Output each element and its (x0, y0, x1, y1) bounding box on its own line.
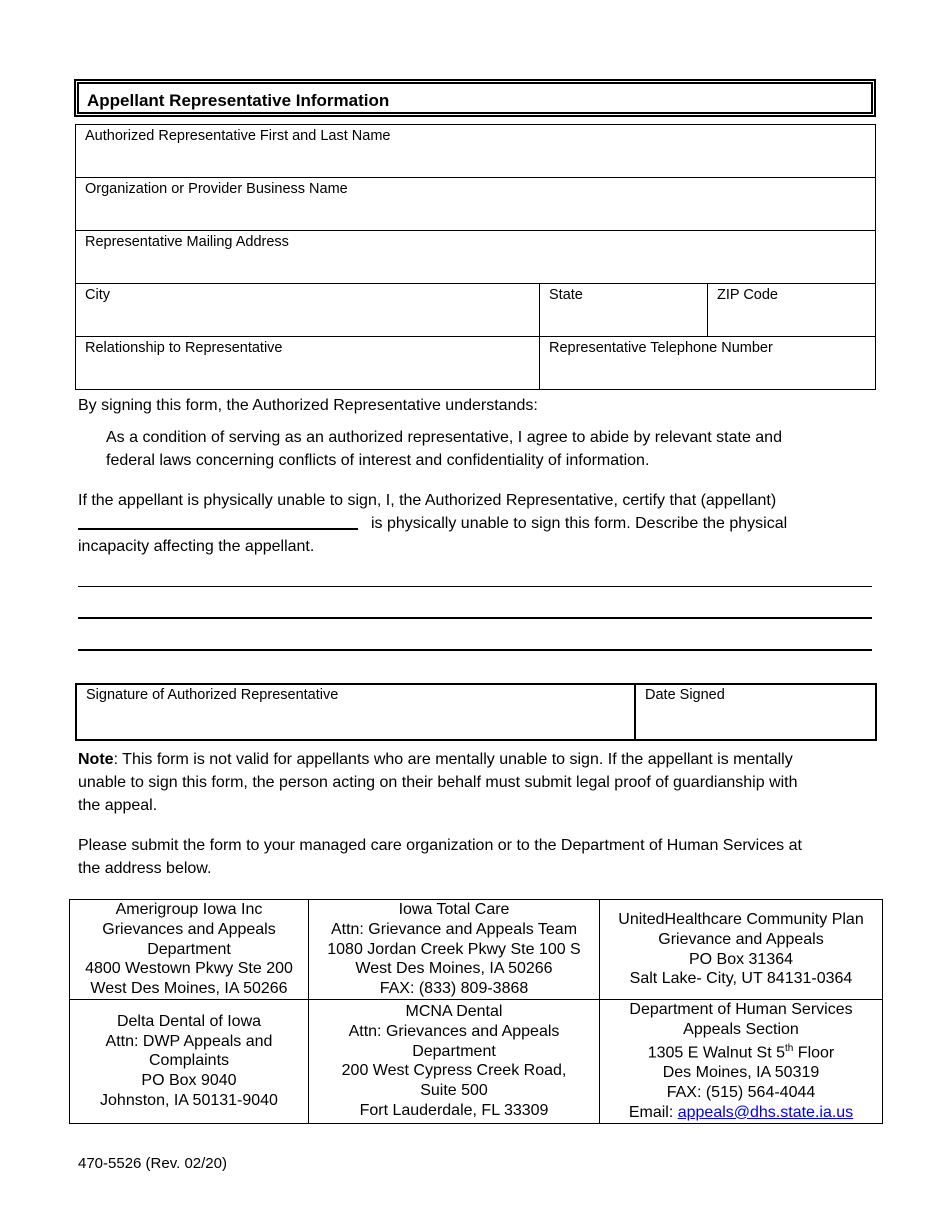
address-line: Suite 500 (420, 1081, 488, 1099)
state-field[interactable] (540, 284, 708, 337)
zip-field[interactable] (708, 284, 876, 337)
description-line-3[interactable] (78, 649, 872, 651)
address-line: Johnston, IA 50131-9040 (100, 1091, 278, 1109)
address-delta-dental (70, 1000, 309, 1124)
condition-line-1: As a condition of serving as an authorized representative, I agree to abide by relevant state and (106, 429, 782, 446)
address-line: Attn: DWP Appeals and (105, 1032, 273, 1050)
address-line: FAX: (833) 809-3868 (379, 980, 529, 998)
address-iowa-total-care (309, 900, 600, 1000)
signature-field[interactable] (76, 684, 635, 740)
submit-line-1: Please submit the form to your managed care organization or to the Department of Human Services at (78, 837, 802, 854)
address-line: PO Box 31364 (688, 950, 794, 968)
city-field[interactable] (76, 284, 540, 337)
condition-line-2: federal laws concerning conflicts of interest and confidentiality of information. (106, 452, 650, 469)
certify-line-1: If the appellant is physically unable to sign, I, the Authorized Representative, certify that (appellant) (78, 492, 777, 509)
state-label: State (549, 287, 583, 303)
address-line: Iowa Total Care (398, 901, 510, 919)
mailing-address-label: Representative Mailing Address (85, 234, 289, 250)
address-street: 1305 E Walnut St 5 (647, 1044, 785, 1062)
address-line (602, 1039, 880, 1063)
certify-line-3: incapacity affecting the appellant. (78, 538, 315, 555)
relationship-label: Relationship to Representative (85, 340, 283, 356)
address-amerigroup (70, 900, 309, 1000)
note-label: Note (78, 751, 114, 768)
address-line: MCNA Dental (405, 1003, 503, 1021)
address-line: Department (412, 1042, 496, 1060)
submit-line-2: the address below. (78, 860, 212, 877)
address-line: 200 West Cypress Creek Road, (341, 1062, 567, 1080)
note-line-1: : This form is not valid for appellants who are mentally unable to sign. If the appellant is mentally (113, 751, 793, 768)
note-line-2: unable to sign this form, the person acting on their behalf must submit legal proof of guardianship with (78, 774, 798, 791)
telephone-label: Representative Telephone Number (549, 340, 773, 356)
city-label: City (85, 287, 110, 303)
section-title: Appellant Representative Information (87, 91, 390, 110)
description-line-2[interactable] (78, 617, 872, 619)
address-line: Department (147, 940, 231, 958)
address-line: Department of Human Services (629, 1001, 853, 1018)
understands-intro: By signing this form, the Authorized Representative understands: (78, 397, 538, 414)
address-line (602, 1103, 880, 1123)
signature-label: Signature of Authorized Representative (86, 687, 339, 703)
telephone-field[interactable] (540, 337, 876, 390)
appellant-name-blank[interactable] (78, 528, 358, 530)
address-line: Attn: Grievance and Appeals Team (330, 920, 578, 938)
address-line: Appeals Section (683, 1020, 799, 1038)
address-line: Fort Lauderdale, FL 33309 (359, 1101, 549, 1119)
address-line: FAX: (515) 564-4044 (666, 1084, 816, 1102)
submit-paragraph (78, 834, 878, 880)
address-line: Grievance and Appeals (658, 930, 824, 948)
address-table (69, 899, 883, 1124)
certify-line-2: is physically unable to sign this form. Describe the physical (371, 515, 788, 532)
org-name-field[interactable] (76, 178, 876, 231)
address-line: Attn: Grievances and Appeals (348, 1022, 560, 1040)
form-number: 470-5526 (Rev. 02/20) (78, 1155, 227, 1172)
address-floor: Floor (793, 1044, 835, 1062)
rep-name-field[interactable] (76, 125, 876, 178)
address-line: Amerigroup Iowa Inc (115, 901, 263, 919)
note-line-3: the appeal. (78, 797, 158, 814)
signature-table (75, 683, 877, 741)
rep-name-label: Authorized Representative First and Last Name (85, 128, 391, 144)
address-line: Grievances and Appeals (102, 920, 276, 938)
address-dhs (600, 1000, 883, 1124)
description-line-1[interactable] (78, 586, 872, 587)
address-line: Complaints (148, 1052, 230, 1070)
date-signed-field[interactable] (635, 684, 876, 740)
org-name-label: Organization or Provider Business Name (85, 181, 348, 197)
address-line: Delta Dental of Iowa (116, 1013, 262, 1031)
address-line: 1080 Jordan Creek Pkwy Ste 100 S (327, 940, 581, 958)
address-line: West Des Moines, IA 50266 (355, 960, 553, 978)
date-signed-label: Date Signed (645, 687, 725, 703)
note-paragraph (78, 748, 878, 817)
address-line: Des Moines, IA 50319 (662, 1064, 820, 1082)
condition-paragraph (106, 426, 782, 472)
email-link[interactable]: appeals@dhs.state.ia.us (677, 1103, 854, 1121)
address-mcna-dental (309, 1000, 600, 1124)
zip-label: ZIP Code (717, 287, 778, 303)
relationship-field[interactable] (76, 337, 540, 390)
address-line: UnitedHealthcare Community Plan (618, 911, 864, 929)
email-label: Email: (628, 1103, 678, 1121)
address-line: PO Box 9040 (141, 1072, 237, 1090)
representative-info-table (75, 124, 876, 390)
address-line: West Des Moines, IA 50266 (90, 980, 288, 998)
address-line: 4800 Westown Pkwy Ste 200 (85, 960, 293, 978)
address-unitedhealthcare (600, 900, 883, 1000)
address-line: Salt Lake- City, UT 84131-0364 (629, 970, 853, 988)
ordinal-suffix: th (785, 1043, 794, 1055)
mailing-address-field[interactable] (76, 231, 876, 284)
section-title-box (74, 79, 876, 117)
